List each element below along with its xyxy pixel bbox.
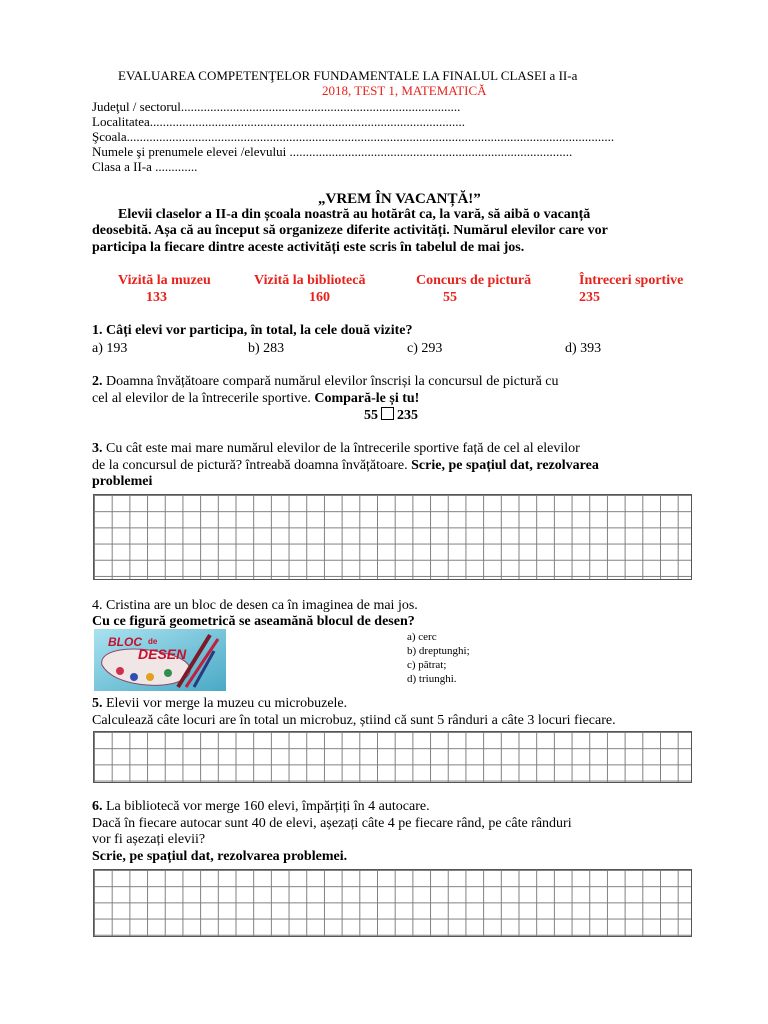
activity-count: 133	[146, 290, 167, 305]
story-title: „VREM ÎN VACANȚĂ!”	[318, 191, 481, 207]
q2-line: cel al elevilor de la întrecerile sportive. Compară-le și tu!	[92, 391, 420, 406]
activity-name: Concurs de pictură	[416, 273, 532, 288]
q1-option[interactable]: a) 193	[92, 341, 128, 356]
q4-line: 4. Cristina are un bloc de desen ca în imaginea de mai jos.	[92, 598, 418, 613]
form-field-dots: ......................................................................................	[180, 99, 461, 114]
activity-count: 235	[579, 290, 600, 305]
svg-text:BLOC: BLOC	[108, 635, 142, 649]
story-line: participa la fiecare dintre aceste activități este scris în tabelul de mai jos.	[92, 240, 525, 255]
q2-line: 2. Doamna învățătoare compară numărul elevilor înscriși la concursul de pictură cu	[92, 374, 559, 389]
test-title: EVALUAREA COMPETENŢELOR FUNDAMENTALE LA FINALUL CLASEI a II-a	[118, 68, 578, 83]
q6-instruction: Scrie, pe spațiul dat, rezolvarea problemei.	[92, 849, 348, 864]
q5-line: 5. Elevii vor merge la muzeu cu microbuzele.	[92, 696, 348, 711]
compare-answer-box[interactable]	[381, 407, 394, 420]
form-field-nume[interactable]	[92, 144, 572, 160]
q3-line: problemei	[92, 474, 153, 489]
q4-option[interactable]: a) cerc	[407, 631, 437, 643]
form-field-label: Clasa a II-a	[92, 159, 152, 174]
q3-answer-grid[interactable]	[93, 494, 692, 580]
q6-answer-grid[interactable]	[93, 869, 692, 937]
svg-text:de: de	[148, 637, 158, 646]
q3-line: 3. Cu cât este mai mare numărul elevilor de la întrecerile sportive față de cel al elevilor	[92, 441, 580, 456]
test-subtitle: 2018, TEST 1, MATEMATICĂ	[322, 83, 487, 98]
activity-name: Întreceri sportive	[579, 273, 684, 288]
form-field-label: Localitatea	[92, 114, 150, 129]
q5-line: Calculează câte locuri are în total un microbuz, știind că sunt 5 rânduri a câte 3 locuri fiecare.	[92, 713, 616, 728]
q3-line: de la concursul de pictură? întreabă doamna învățătoare. Scrie, pe spațiul dat, rezolvarea	[92, 458, 599, 473]
q4-option[interactable]: d) triunghi.	[407, 673, 457, 685]
form-field-label: Judeţul / sectorul	[92, 99, 181, 114]
form-field-judet[interactable]	[92, 99, 460, 115]
q4-option[interactable]: b) dreptunghi;	[407, 645, 470, 657]
activity-count: 160	[309, 290, 330, 305]
q6-line: Dacă în fiecare autocar sunt 40 de elevi, așezați câte 4 pe fiecare rând, pe câte rânduri	[92, 816, 572, 831]
q2-comparison: 55 235	[364, 408, 418, 423]
form-field-clasa[interactable]	[92, 159, 197, 175]
svg-text:DESEN: DESEN	[138, 646, 187, 662]
drawing-block-image	[94, 629, 226, 691]
drawing-block-picture	[94, 629, 226, 691]
form-field-localitate[interactable]	[92, 114, 465, 130]
form-field-scoala[interactable]	[92, 129, 614, 145]
q1-text: 1. Câți elevi vor participa, în total, la cele două vizite?	[92, 323, 413, 338]
q5-answer-grid[interactable]	[93, 731, 692, 783]
q6-line: 6. La bibliotecă vor merge 160 elevi, împărțiți în 4 autocare.	[92, 799, 430, 814]
activity-name: Vizită la bibliotecă	[254, 273, 366, 288]
q1-option[interactable]: c) 293	[407, 341, 443, 356]
form-field-dots: .............	[151, 159, 198, 174]
activity-count: 55	[443, 290, 457, 305]
q4-question: Cu ce figură geometrică se aseamănă blocul de desen?	[92, 614, 415, 629]
q4-option[interactable]: c) pătrat;	[407, 659, 447, 671]
story-line: Elevii claselor a II-a din școala noastră au hotărât ca, la vară, să aibă o vacanță	[118, 207, 591, 222]
q6-line: vor fi așezați elevii?	[92, 832, 206, 847]
form-field-dots: .................................................................................................	[149, 114, 465, 129]
form-field-label: Şcoala	[92, 129, 127, 144]
activity-name: Vizită la muzeu	[118, 273, 211, 288]
form-field-dots: ......................................................................................................................................................	[126, 129, 615, 144]
story-line: deosebită. Așa că au început să organizeze diferite activități. Numărul elevilor care vor	[92, 223, 608, 238]
q1-option[interactable]: d) 393	[565, 341, 602, 356]
form-field-dots: .......................................................................................	[286, 144, 573, 159]
form-field-label: Numele şi prenumele elevei /elevului	[92, 144, 287, 159]
q1-option[interactable]: b) 283	[248, 341, 285, 356]
